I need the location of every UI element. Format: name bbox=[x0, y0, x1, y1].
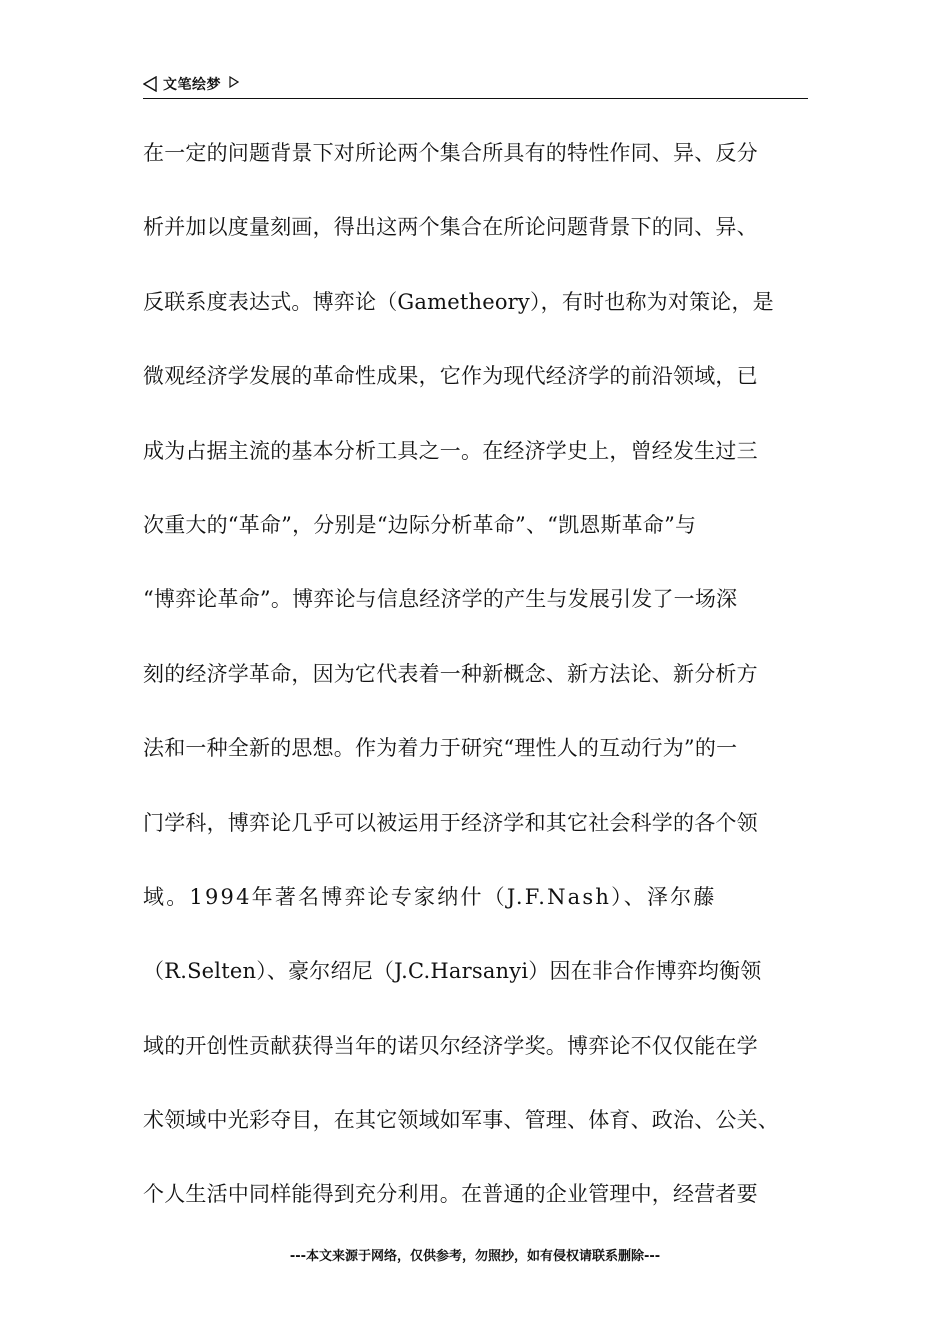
triangle-left-icon bbox=[143, 76, 157, 92]
text-line: 刻的经济学革命，因为它代表着一种新概念、新方法论、新分析方 bbox=[143, 661, 758, 686]
text-line: 域的开创性贡献获得当年的诺贝尔经济学奖。博弈论不仅仅能在学 bbox=[143, 1033, 758, 1058]
triangle-right-icon bbox=[229, 76, 239, 88]
text-line: 在一定的问题背景下对所论两个集合所具有的特性作同、异、反分 bbox=[143, 141, 758, 165]
text-line: 次重大的“革命”，分别是“边际分析革命”、“凯恩斯革命”与 bbox=[143, 512, 697, 537]
text-line: 法和一种全新的思想。作为着力于研究“理性人的互动行为”的一 bbox=[143, 736, 738, 761]
text-line: 反联系度表达式。博弈论（Gametheory），有时也称为对策论，是 bbox=[143, 289, 774, 314]
header-brand bbox=[143, 74, 239, 94]
header-title: 文笔绘梦 bbox=[163, 77, 221, 93]
page-header bbox=[143, 72, 808, 99]
text-line: （R.Selten）、豪尔绍尼（J.C.Harsanyi）因在非合作博弈均衡领 bbox=[143, 959, 762, 984]
text-line: 术领域中光彩夺目，在其它领域如军事、管理、体育、政治、公关、 bbox=[143, 1108, 779, 1133]
text-line: 微观经济学发展的革命性成果，它作为现代经济学的前沿领域，已 bbox=[143, 364, 758, 389]
text-line: “博弈论革命”。博弈论与信息经济学的产生与发展引发了一场深 bbox=[143, 587, 738, 612]
text-line: 析并加以度量刻画，得出这两个集合在所论问题背景下的同、异、 bbox=[143, 215, 758, 240]
text-line: 门学科，博弈论几乎可以被运用于经济学和其它社会科学的各个领 bbox=[143, 810, 758, 835]
page-footer: ---本文来源于网络，仅供参考，勿照抄，如有侵权请联系删除--- bbox=[289, 1249, 661, 1264]
text-line: 个人生活中同样能得到充分利用。在普通的企业管理中，经营者要 bbox=[143, 1182, 758, 1207]
text-line: 成为占据主流的基本分析工具之一。在经济学史上，曾经发生过三 bbox=[143, 438, 758, 463]
text-line: 域。1994年著名博弈论专家纳什（J.F.Nash）、泽尔藤 bbox=[143, 884, 717, 909]
body-paragraph bbox=[143, 130, 813, 1246]
